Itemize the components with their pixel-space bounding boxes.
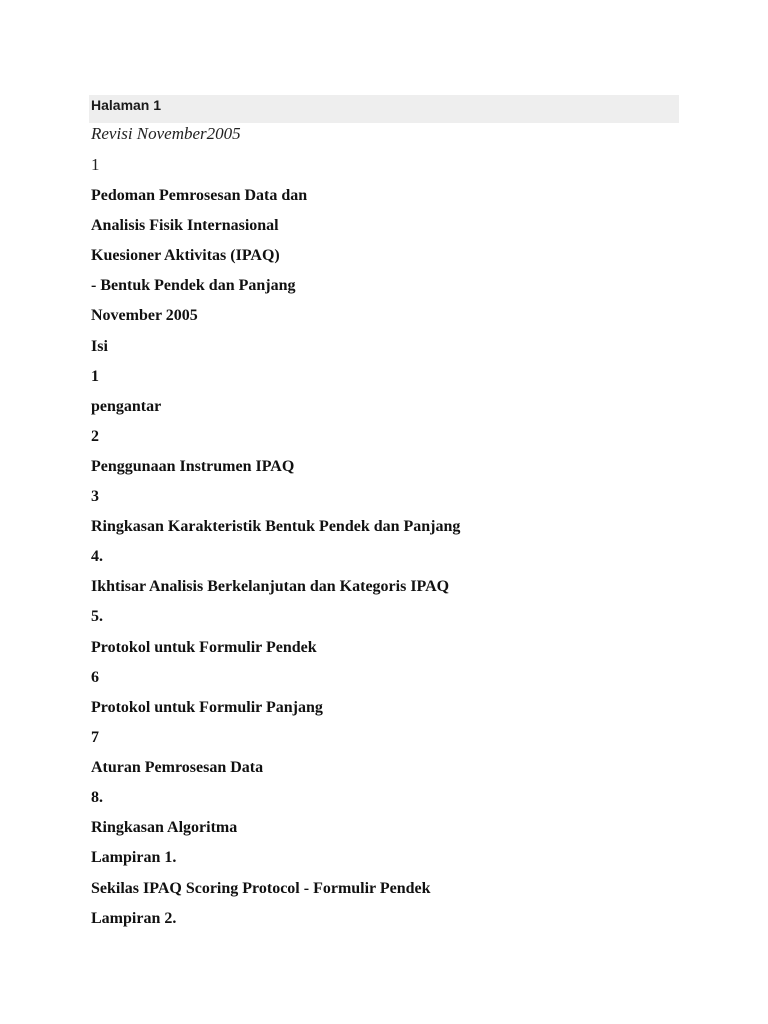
toc-number: 7 bbox=[91, 729, 99, 746]
toc-number: 8. bbox=[91, 789, 103, 806]
title-line: - Bentuk Pendek dan Panjang bbox=[91, 277, 296, 294]
page-header-bar bbox=[89, 95, 679, 123]
toc-number: 6 bbox=[91, 669, 99, 686]
appendix-label: Lampiran 2. bbox=[91, 910, 177, 927]
document-date: November 2005 bbox=[91, 307, 198, 324]
appendix-label: Lampiran 1. bbox=[91, 849, 177, 866]
toc-number: 3 bbox=[91, 488, 99, 505]
page-header-label: Halaman 1 bbox=[91, 97, 162, 113]
title-line: Analisis Fisik Internasional bbox=[91, 217, 279, 234]
toc-title: Ringkasan Algoritma bbox=[91, 819, 238, 836]
contents-heading: Isi bbox=[91, 338, 108, 355]
toc-title: Protokol untuk Formulir Panjang bbox=[91, 699, 323, 716]
toc-title: Protokol untuk Formulir Pendek bbox=[91, 639, 317, 656]
toc-number: 2 bbox=[91, 428, 99, 445]
toc-title: Penggunaan Instrumen IPAQ bbox=[91, 458, 295, 475]
appendix-title: Sekilas IPAQ Scoring Protocol - Formulir Pendek bbox=[91, 880, 431, 897]
title-line: Kuesioner Aktivitas (IPAQ) bbox=[91, 247, 280, 264]
toc-title: pengantar bbox=[91, 398, 162, 415]
title-line: Pedoman Pemrosesan Data dan bbox=[91, 187, 308, 204]
toc-number: 5. bbox=[91, 608, 103, 625]
page-number: 1 bbox=[91, 155, 100, 174]
toc-number: 1 bbox=[91, 368, 99, 385]
revision-text: Revisi November2005 bbox=[91, 124, 241, 143]
toc-number: 4. bbox=[91, 548, 103, 565]
toc-title: Aturan Pemrosesan Data bbox=[91, 759, 264, 776]
toc-title: Ringkasan Karakteristik Bentuk Pendek dan Panjang bbox=[91, 518, 461, 535]
toc-title: Ikhtisar Analisis Berkelanjutan dan Kategoris IPAQ bbox=[91, 578, 450, 595]
